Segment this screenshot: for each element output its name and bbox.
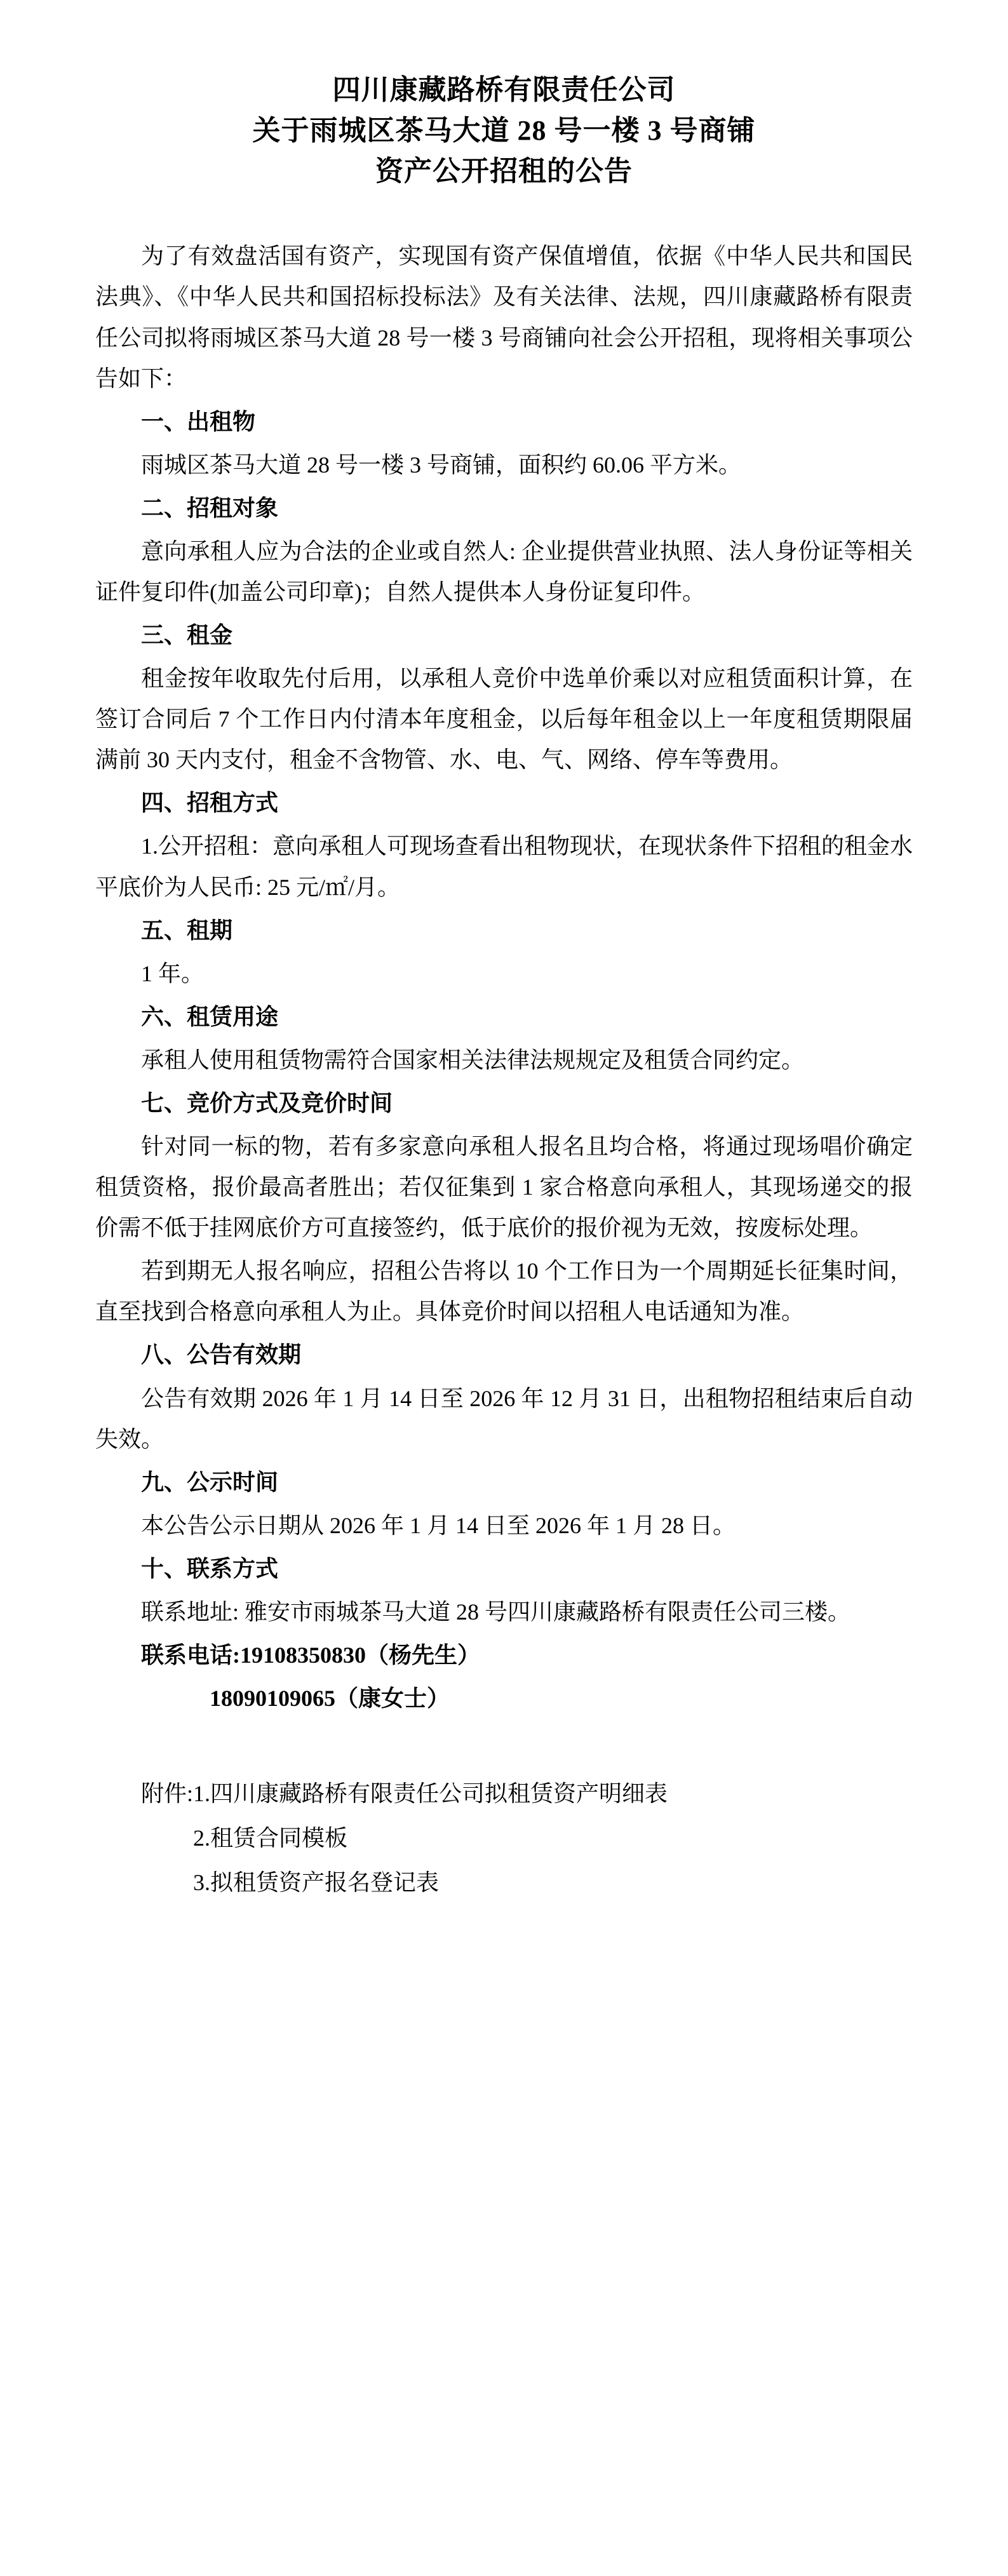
title-line-2: 关于雨城区茶马大道 28 号一楼 3 号商铺 [252,114,756,146]
section-heading-10: 十、联系方式 [141,1555,279,1581]
intro-paragraph: 为了有效盘活国有资产，实现国有资产保值增值，依据《中华人民共和国民法典》、《中华人民共和国招标投标法》及有关法律、法规，四川康藏路桥有限责任公司拟将雨城区茶马大道 28 号一楼 3 号商铺向社会公开招租，现将相关事项公告如下： [95,243,913,391]
section-10-paragraph-1: 联系地址: 雅安市雨城茶马大道 28 号四川康藏路桥有限责任公司三楼。 [141,1599,851,1625]
document-title [95,70,913,191]
section-heading-7: 七、竞价方式及竞价时间 [141,1090,393,1116]
section-8-paragraph-1: 公告有效期 2026 年 1 月 14 日至 2026 年 12 月 31 日，出租物招租结束后自动失效。 [95,1385,913,1452]
section-7-paragraph-2: 若到期无人报名响应，招租公告将以 10 个工作日为一个周期延长征集时间，直至找到合格意向承租人为止。具体竞价时间以招租人电话通知为准。 [95,1258,913,1325]
section-7-paragraph-1: 针对同一标的物，若有多家意向承租人报名且均合格，将通过现场唱价确定租赁资格，报价最高者胜出；若仅征集到 1 家合格意向承租人，其现场递交的报价需不低于挂网底价方可直接签约，低于底价的报价视为无效，按废标处理。 [95,1134,913,1241]
section-heading-9: 九、公示时间 [141,1469,279,1495]
document-body [95,236,913,1719]
section-heading-5: 五、租期 [141,917,233,943]
section-3-paragraph-1: 租金按年收取先付后用，以承租人竞价中选单价乘以对应租赁面积计算，在签订合同后 7 个工作日内付清本年度租金，以后每年租金以上一年度租赁期限届满前 30 天内支付，租金不含物管、水、电、气、网络、停车等费用。 [95,666,913,773]
section-heading-8: 八、公告有效期 [141,1342,302,1368]
section-heading-3: 三、租金 [141,622,233,648]
section-heading-4: 四、招租方式 [141,790,279,816]
attachment-item-3: 3.拟租赁资产报名登记表 [193,1870,440,1896]
section-heading-6: 六、租赁用途 [141,1003,279,1030]
section-heading-2: 二、招租对象 [141,495,279,521]
section-9-paragraph-1: 本公告公示日期从 2026 年 1 月 14 日至 2026 年 1 月 28 日。 [141,1512,736,1538]
section-heading-1: 一、出租物 [141,408,256,434]
attachments-list [193,1773,668,1907]
contact-phone-1: 联系电话:19108350830（杨先生） [141,1642,480,1668]
section-5-paragraph-1: 1 年。 [141,960,205,986]
section-2-paragraph-1: 意向承租人应为合法的企业或自然人: 企业提供营业执照、法人身份证等相关证件复印件(加盖公司印章)；自然人提供本人身份证复印件。 [95,538,913,605]
attachments-row [95,1773,913,1907]
attachment-item-2: 2.租赁合同模板 [193,1825,348,1851]
attachments-block [95,1773,913,1907]
section-1-paragraph-1: 雨城区茶马大道 28 号一楼 3 号商铺，面积约 60.06 平方米。 [141,452,742,478]
attachment-item-1: 1.四川康藏路桥有限责任公司拟租赁资产明细表 [193,1781,668,1807]
attachments-label: 附件: [141,1781,194,1807]
contact-phone-2: 18090109065（康女士） [210,1686,450,1712]
title-line-1: 四川康藏路桥有限责任公司 [332,74,676,105]
section-6-paragraph-1: 承租人使用租赁物需符合国家相关法律法规规定及租赁合同约定。 [141,1047,805,1073]
title-line-3: 资产公开招租的公告 [375,155,633,187]
section-4-paragraph-1: 1.公开招租：意向承租人可现场查看出租物现状，在现状条件下招租的租金水平底价为人民币: 25 元/㎡/月。 [95,833,913,900]
